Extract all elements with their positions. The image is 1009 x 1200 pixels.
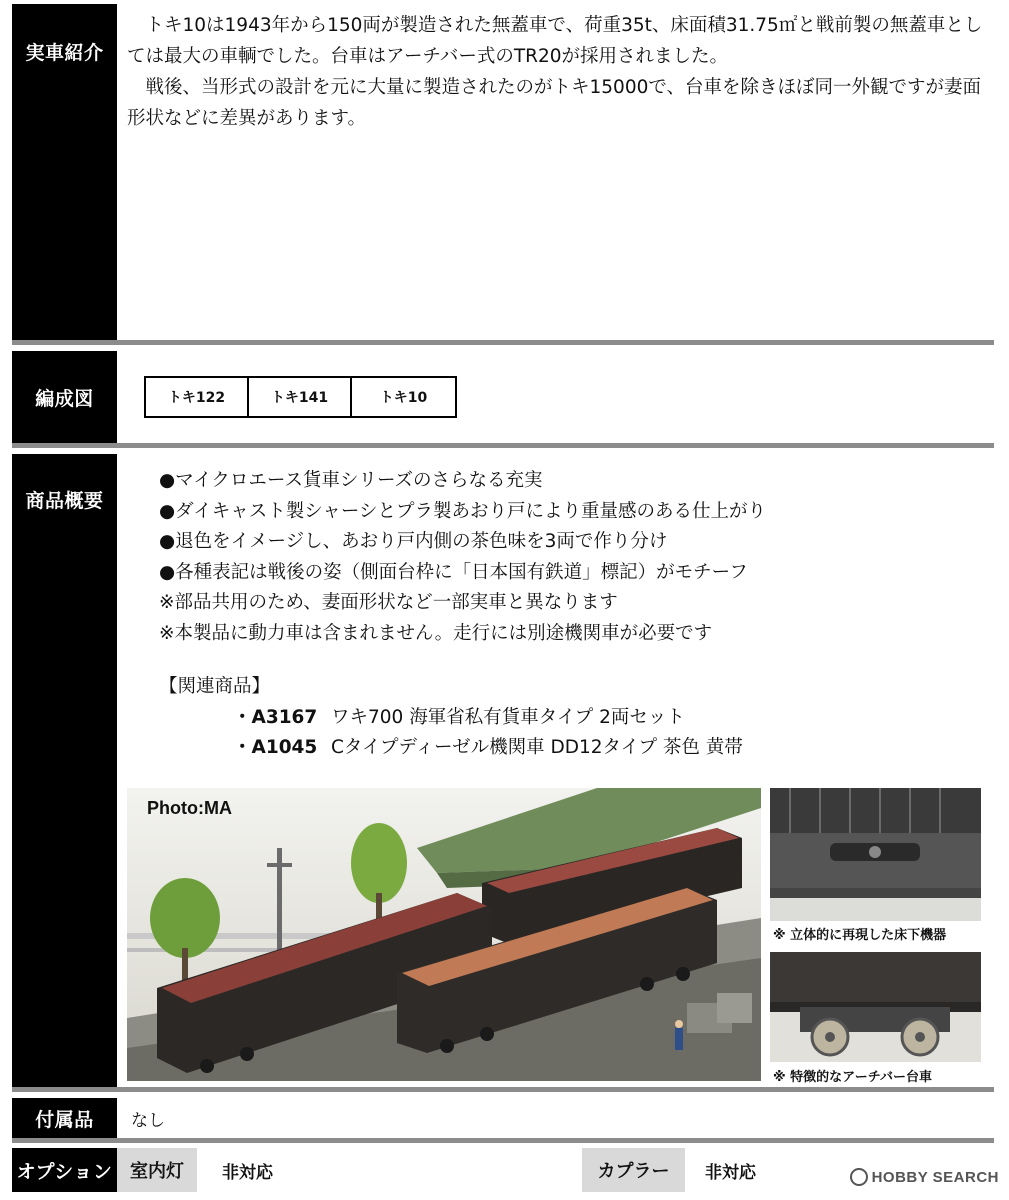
formation-car: トキ141	[249, 378, 352, 416]
accessories-value: なし	[131, 1110, 165, 1131]
interior-light-value: 非対応	[222, 1162, 273, 1183]
section-header: 編成図	[12, 351, 117, 443]
formation-car: トキ122	[146, 378, 249, 416]
hobby-search-watermark	[850, 1168, 999, 1186]
feature-item: ●ダイキャスト製シャーシとプラ製あおり戸により重量感のある仕上がり	[159, 500, 767, 522]
bogie-photo	[770, 952, 981, 1062]
related-product[interactable]	[159, 733, 766, 764]
note-item: ※部品共用のため、妻面形状など一部実車と異なります	[159, 592, 618, 613]
note-item: ※本製品に動力車は含まれません。走行には別途機関車が必要です	[159, 622, 713, 644]
underfloor-photo	[770, 788, 981, 921]
section-header: オプション	[12, 1148, 117, 1192]
section-options	[12, 1148, 994, 1192]
hobby-search-logo-icon	[850, 1168, 868, 1186]
related-product-name: ワキ700 海軍省私有貨車タイプ 2両セット	[331, 706, 685, 728]
formation-car: トキ10	[379, 390, 428, 406]
intro-paragraph-1: トキ10は1943年から150両が製造された無蓋車で、荷重35t、床面積31.75㎡と戦前製の無蓋車としては最大の車輌でした。台車はアーチバー式のTR20が採用されました。	[127, 15, 983, 67]
related-product-name: Cタイプディーゼル機関車 DD12タイプ 茶色 黄帯	[331, 737, 743, 758]
intro-paragraph-2: 戦後、当形式の設計を元に大量に製造されたのがトキ15000で、台車を除きほぼ同一外観ですが妻面形状などに差異があります。	[127, 77, 981, 129]
divider	[12, 443, 994, 448]
divider	[12, 340, 994, 345]
section-header: 付属品	[12, 1098, 117, 1138]
related-product-code: ・A1045	[233, 737, 318, 758]
interior-light-label: 室内灯	[117, 1148, 197, 1192]
divider	[12, 1087, 994, 1092]
freight-cars-photo	[127, 788, 761, 1081]
section-header: 実車紹介	[12, 4, 117, 340]
coupler-label: カプラー	[582, 1148, 685, 1192]
product-photo-underfloor	[770, 788, 981, 921]
photo-caption-bogie: ※ 特徴的なアーチバー台車	[773, 1070, 932, 1085]
feature-item: ●各種表記は戦後の姿（側面台枠に「日本国有鉄道」標記）がモチーフ	[159, 561, 748, 583]
product-photo-main	[127, 788, 761, 1081]
formation-diagram	[144, 376, 457, 418]
divider	[12, 1138, 994, 1143]
section-header: 商品概要	[12, 454, 117, 1087]
section-product-overview	[12, 454, 994, 1087]
product-photo-bogie	[770, 952, 981, 1062]
section-body	[117, 1098, 994, 1138]
coupler-value: 非対応	[705, 1162, 756, 1183]
related-title: 【関連商品】	[159, 676, 271, 697]
section-body	[117, 351, 994, 443]
feature-item: ●退色をイメージし、あおり戸内側の茶色味を3両で作り分け	[159, 531, 668, 552]
feature-list	[159, 466, 766, 764]
photo-caption-underfloor: ※ 立体的に再現した床下機器	[773, 928, 947, 943]
section-prototype-intro	[12, 4, 994, 340]
section-formation	[12, 351, 994, 443]
section-body	[117, 4, 994, 340]
related-product[interactable]	[159, 703, 766, 734]
section-body	[117, 454, 994, 1087]
related-product-code: ・A3167	[233, 706, 318, 728]
photo-credit: Photo:MA	[147, 798, 232, 818]
feature-item: ●マイクロエース貨車シリーズのさらなる充実	[159, 470, 543, 491]
section-accessories	[12, 1098, 994, 1138]
watermark-text: HOBBY SEARCH	[871, 1168, 999, 1186]
